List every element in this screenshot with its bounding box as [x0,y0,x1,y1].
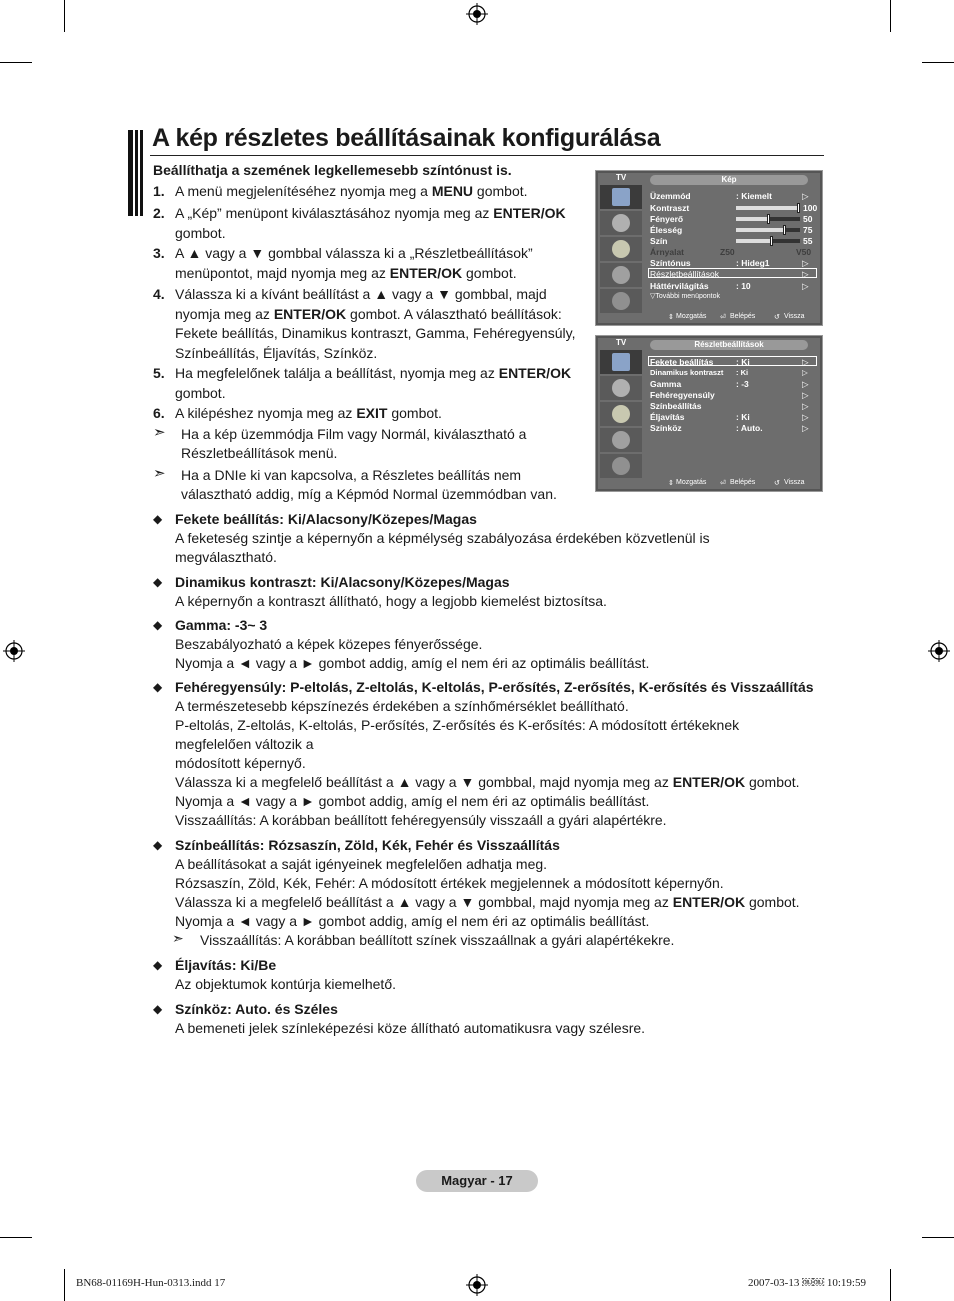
feature-white-balance: ◆ Fehéregyensúly: P-eltolás, Z-eltolás, K-eltolás, P-erősítés, Z-erősítés, K-erősítés és Visszaállítás A természetesebb képszínezés érdekében a színhőmérséklet beállítható. P-eltolás, Z-eltolás, K-eltolás, P-erősítés, Z-erősítés és K-erősítés: A módosított értékeknek megfelelően változik a módosított képernyő. Válassza ki a megfelelő beállítást a ▲ vagy a ▼ gombbal, majd nyomja meg az ENTER/OK gombot. Nyomja a ◄ vagy a ► gombot addig, amíg el nem éri az optimális beállítást. Visszaállítás: A korábban beállított fehéregyensúly visszaáll a gyári alapértékre. [153,679,814,828]
return-icon: ↺ [774,314,780,321]
step-1: 1. A menü megjelenítéséhez nyomja meg a MENU gombot. [153,183,528,199]
crop-mark [890,1269,891,1301]
intro-text: Beállíthatja a szemének legkellemesebb színtónust is. [153,162,512,178]
channel-tab-icon [600,237,642,261]
note-arrow-icon: ➣ [153,465,166,482]
channel-tab-icon [600,402,642,426]
tv-menu-header: Részletbeállítások [650,340,808,350]
tv-menu-tabs [600,185,642,315]
enter-icon: ⏎ [720,314,726,321]
crop-mark [64,0,65,32]
sound-tab-icon [600,376,642,400]
page-number-badge: Magyar - 17 [416,1170,538,1192]
tv-footer: ⇕ Mozgatás ⏎ Belépés ↺ Vissza [668,479,805,487]
tv-arrow-icon: ▷ [802,412,809,422]
tv-footer: ⇕ Mozgatás ⏎ Belépés ↺ Vissza [668,313,805,321]
tv-arrow-icon: ▷ [802,269,809,279]
tv-arrow-icon: ▷ [802,368,808,377]
slider-sharpness [736,228,800,232]
feature-edge-enhancement: ◆ Éljavítás: Ki/Be Az objektumok kontúrja kiemelhető. [153,957,396,992]
tv-arrow-icon: ▷ [802,379,809,389]
tv-arrow-icon: ▷ [802,258,809,268]
enter-icon: ⏎ [720,480,726,487]
step-5: 5. Ha megfelelőnek találja a beállítást, nyomja meg az ENTER/OK gombot. [153,365,572,401]
crop-mark [922,1237,954,1238]
diamond-bullet-icon: ◆ [153,680,163,694]
picture-tab-icon [600,350,642,374]
diamond-bullet-icon: ◆ [153,618,163,632]
setup-tab-icon [600,428,642,452]
tv-arrow-icon: ▷ [802,423,809,433]
return-icon: ↺ [774,480,780,487]
registration-mark-icon [466,1274,488,1296]
move-icon: ⇕ [668,480,674,487]
diamond-bullet-icon: ◆ [153,512,163,526]
step-6: 6. A kilépéshez nyomja meg az EXIT gombot. [153,405,442,421]
tv-arrow-icon: ▷ [802,191,809,201]
page-title: A kép részletes beállításainak konfigurálása [152,124,661,152]
input-tab-icon [600,289,642,313]
diamond-bullet-icon: ◆ [153,575,163,589]
step-2: 2. A „Kép” menüpont kiválasztásához nyomja meg az ENTER/OK gombot. [153,205,566,241]
crop-mark [922,62,954,63]
tv-menu-tabs [600,350,642,480]
feature-color-space: ◆ Színköz: Auto. és Széles A bemeneti jelek színleképezési köze állítható automatikusra vagy szélesre. [153,1001,646,1036]
registration-mark-icon [3,640,25,662]
step-3: 3. A ▲ vagy a ▼ gombbal válassza ki a „Részletbeállítások” menüpontot, majd nyomja meg az ENTER/OK gombot. [153,245,533,281]
registration-mark-icon [928,640,950,662]
feature-black-adjust: ◆ Fekete beállítás: Ki/Alacsony/Közepes/Magas A feketeség szintje a képernyőn a képmélység szabályozása érdekében közvetlenül is megválasztható. [153,511,710,565]
picture-tab-icon [600,185,642,209]
tv-arrow-icon: ▷ [802,357,809,367]
registration-mark-icon [466,3,488,25]
tv-menu-screen-detailed: TV Részletbeállítások Fekete beállítás : Ki ▷ Dinamikus kontraszt : Ki ▷ Gamma : -3 ▷ Fehéregyensúly ▷ Színbeállítás ▷ Éljavítás : Ki ▷ Színköz : Auto. ▷ ⇕ Mozgatás ⏎ Belépés ↺ Vissza [595,335,823,492]
note-arrow-icon: ➣ [172,930,184,946]
tv-label: TV [616,338,627,347]
sound-tab-icon [600,211,642,235]
title-accent-bar [128,130,144,216]
feature-gamma: ◆ Gamma: -3~ 3 Beszabályozható a képek közepes fényerőssége. Nyomja a ◄ vagy a ► gombot addig, amíg el nem éri az optimális beállítást. [153,617,650,671]
feature-color-control: ◆ Színbeállítás: Rózsaszín, Zöld, Kék, Fehér és Visszaállítás A beállításokat a saját igényeinek megfelelően adhatja meg. Rózsaszín, Zöld, Kék, Fehér: A módosított értékek megjelennek a módosított képernyőn. Válassza ki a megfelelő beállítást a ▲ vagy a ▼ gombbal, majd nyomja meg az ENTER/OK gombot. Nyomja a ◄ vagy a ► gombot addig, amíg el nem éri az optimális beállítást. ➣ Visszaállítás: A korábban beállított színek visszaállnak a gyári alapértékekre. [153,837,800,948]
slider-contrast [736,206,800,210]
step-4: 4. Válassza ki a kívánt beállítást a ▲ vagy a ▼ gombbal, majd nyomja meg az ENTER/OK gombot. A választható beállítások: Fekete beállítás, Dinamikus kontraszt, Gamma, Fehéregyensúly, Színbeállítás, Éljavítás, Színköz. [153,286,576,361]
slider-brightness [736,217,800,221]
crop-mark [890,0,891,32]
move-icon: ⇕ [668,314,674,321]
crop-mark [0,1237,32,1238]
tv-arrow-icon: ▷ [802,390,809,400]
print-timestamp: 2007-03-13 ￼￼ 10:19:59 [748,1277,866,1289]
feature-dynamic-contrast: ◆ Dinamikus kontraszt: Ki/Alacsony/Közepes/Magas A képernyőn a kontraszt állítható, hogy a legjobb kiemelést biztosítsa. [153,574,607,609]
tv-menu-screen-picture: TV Kép Üzemmód : Kiemelt ▷ Kontraszt 100 Fényerő 50 Élesség 75 Szín 55 Árnyalat Z50 V50 Színtónus : Hideg1 ▷ Részletbeállítások ▷ Háttérvilágítás : 10 ▷ ▽További menüpontok ⇕ Mozgatás ⏎ Belépés ↺ Vissza [595,170,823,326]
tv-arrow-icon: ▷ [802,281,809,291]
diamond-bullet-icon: ◆ [153,1002,163,1016]
note-2: ➣ Ha a DNIe ki van kapcsolva, a Részletes beállítás nem választható addig, míg a Képmód Normal üzemmódban van. [153,465,557,502]
setup-tab-icon [600,263,642,287]
note-1: ➣ Ha a kép üzemmódja Film vagy Normál, kiválasztható a Részletbeállítások menü. [153,424,527,461]
tv-menu-header: Kép [650,175,808,185]
print-file-info: BN68-01169H-Hun-0313.indd 17 [76,1277,226,1289]
diamond-bullet-icon: ◆ [153,958,163,972]
tv-arrow-icon: ▷ [802,401,809,411]
tv-label: TV [616,173,627,182]
slider-color [736,239,800,243]
title-divider [150,155,824,156]
crop-mark [0,62,32,63]
input-tab-icon [600,454,642,478]
crop-mark [64,1269,65,1301]
note-arrow-icon: ➣ [153,424,166,441]
diamond-bullet-icon: ◆ [153,838,163,852]
